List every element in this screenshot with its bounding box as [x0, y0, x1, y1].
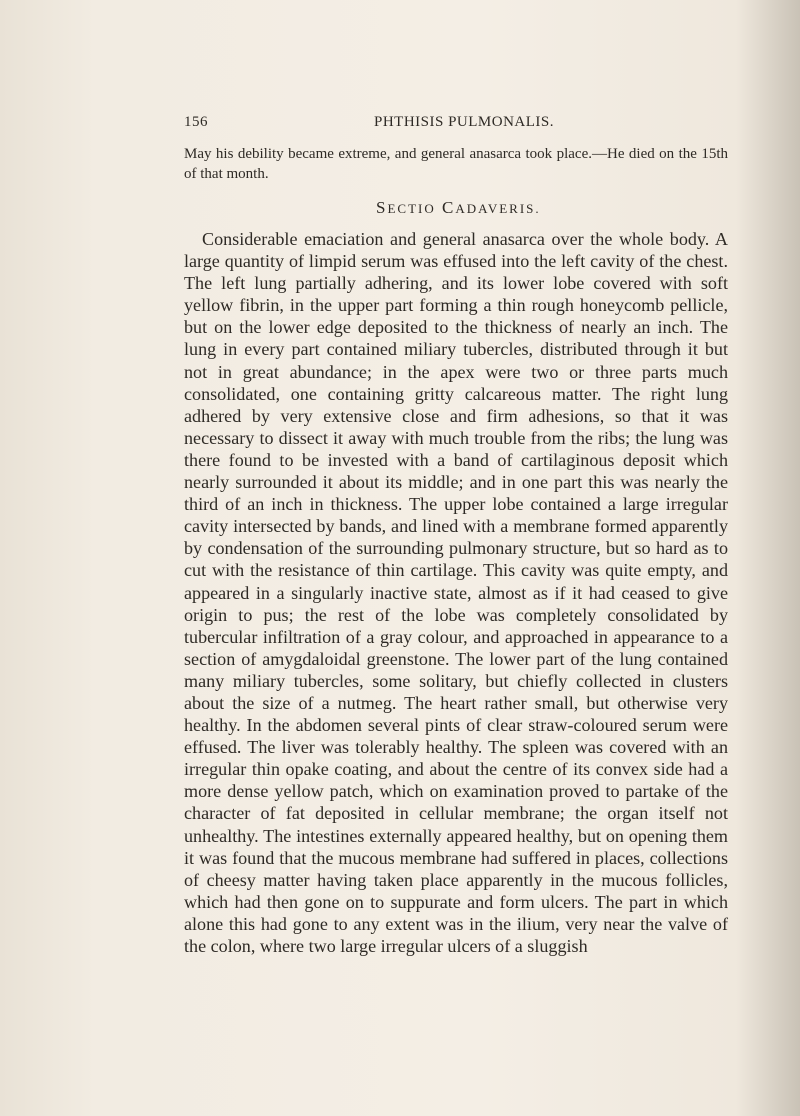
heading-rest-2: ADAVERIS.	[455, 201, 541, 216]
page-header	[184, 114, 730, 136]
heading-initial-1: S	[376, 198, 388, 217]
running-head: PHTHISIS PULMONALIS.	[374, 114, 555, 130]
heading-initial-2: C	[442, 198, 456, 217]
opening-paragraph: May his debility became extreme, and general anasarca took place.—He died on the 15th of that month.	[184, 146, 728, 182]
section-heading	[376, 198, 576, 218]
body-paragraph: Considerable emaciation and general anasarca over the whole body. A large quantity of limpid serum was effused into the left cavity of the chest. The left lung partially adhering, and its lower lobe covered with soft yellow fibrin, in the upper part forming a thin rough honeycomb pellicle, but on the lower edge deposited to the thickness of nearly an inch. The lung in every part contained miliary tubercles, distributed through it but not in great abundance; in the apex were two or three parts much consolidated, one containing gritty calcareous matter. The right lung adhered by very extensive close and firm adhesions, so that it was necessary to dissect it away with much trouble from the ribs; the lung was there found to be invested with a band of cartilaginous deposit which nearly surrounded it about its middle; and in one part this was nearly the third of an inch in thickness. The upper lobe contained a large irregular cavity intersected by bands, and lined with a membrane formed apparently by condensation of the surrounding pulmonary structure, but so hard as to cut with the resistance of thin cartilage. This cavity was quite empty, and appeared in a singularly inactive state, almost as if it had ceased to give origin to pus; the rest of the lobe was completely consolidated by tubercular infiltration of a gray colour, and approached in appearance to a section of amygdaloidal greenstone. The lower part of the lung contained many miliary tubercles, some solitary, but chiefly collected in clusters about the size of a nutmeg. The heart rather small, but otherwise very healthy. In the abdomen several pints of clear straw-coloured serum were effused. The liver was tolerably healthy. The spleen was covered with an irregular thin opake coating, and about the centre of its convex side had a more dense yellow patch, which on examination proved to partake of the character of fat deposited in cellular membrane; the organ itself not unhealthy. The intestines externally appeared healthy, but on opening them it was found that the mucous membrane had suffered in places, collections of cheesy matter having taken place apparently in the mucous follicles, which had then gone on to suppurate and form ulcers. The part in which alone this had gone to any extent was in the ilium, very near the valve of the colon, where two large irregular ulcers of a sluggish	[184, 229, 728, 956]
heading-rest-1: ECTIO	[387, 201, 436, 216]
page-number: 156	[184, 114, 208, 130]
